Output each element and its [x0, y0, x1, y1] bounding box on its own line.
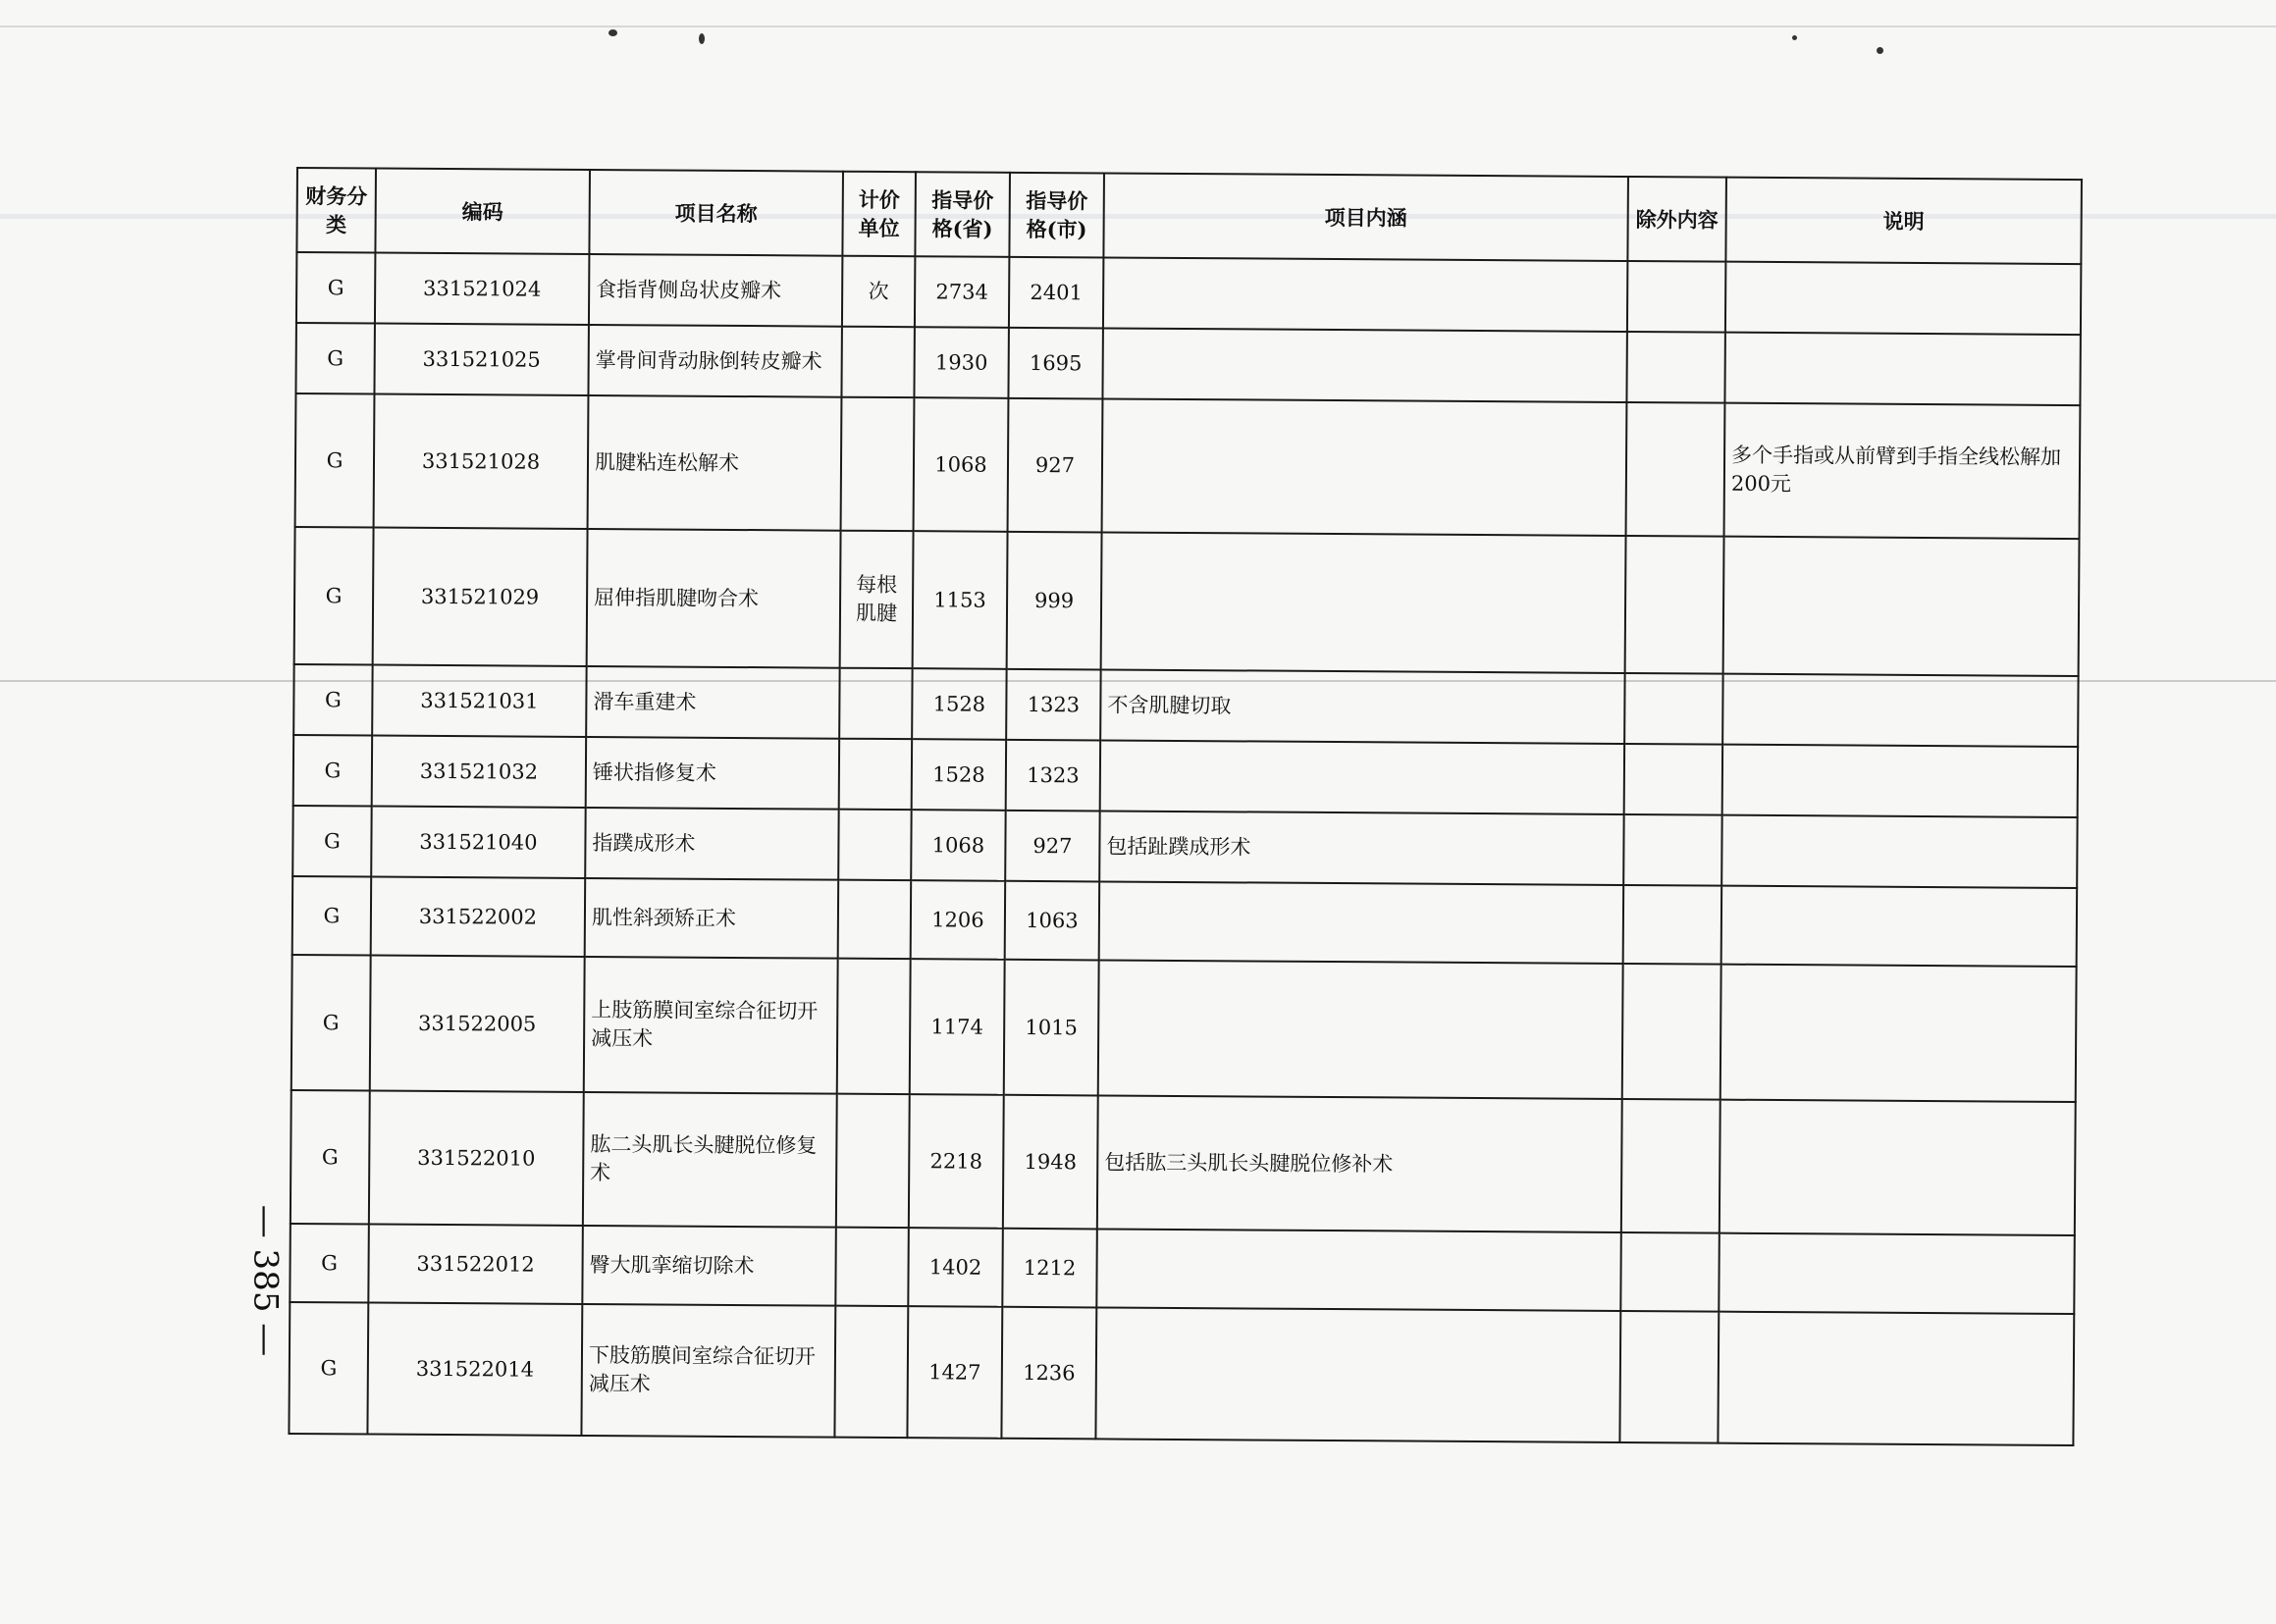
cell-unit	[838, 880, 912, 959]
cell-exclusion	[1626, 402, 1725, 537]
cell-name: 滑车重建术	[586, 666, 839, 739]
cell-price-city: 1323	[1006, 740, 1100, 812]
cell-price-city: 1212	[1002, 1229, 1097, 1308]
cell-unit	[834, 1306, 908, 1438]
cell-note	[1718, 1312, 2074, 1445]
cell-note	[1721, 886, 2078, 967]
cell-price-city: 1948	[1003, 1095, 1098, 1230]
cell-category: G	[294, 527, 374, 665]
table-row	[290, 1224, 2074, 1314]
cell-unit	[837, 959, 911, 1094]
cell-category: G	[293, 735, 372, 807]
cell-category: G	[295, 323, 374, 394]
cell-price-province: 1528	[912, 668, 1006, 740]
cell-name: 臀大肌挛缩切除术	[582, 1226, 836, 1306]
cell-exclusion	[1627, 261, 1725, 333]
cell-content	[1095, 1307, 1620, 1442]
cell-category: G	[290, 1224, 369, 1303]
table-row	[289, 1302, 2074, 1445]
header-category: 财务分类	[296, 168, 376, 253]
cell-price-province: 1153	[913, 531, 1008, 669]
cell-category: G	[291, 955, 371, 1091]
cell-note	[1722, 674, 2078, 747]
cell-price-city: 999	[1007, 532, 1102, 670]
cell-note	[1723, 537, 2080, 676]
cell-unit	[839, 668, 912, 739]
cell-price-province: 1068	[911, 810, 1005, 881]
table-row	[293, 735, 2078, 817]
cell-content: 不含肌腱切取	[1100, 669, 1624, 744]
cell-exclusion	[1625, 536, 1724, 674]
scan-speck	[1792, 35, 1797, 40]
cell-content	[1100, 740, 1624, 814]
cell-unit	[841, 397, 915, 531]
cell-content: 包括趾蹼成形术	[1099, 811, 1623, 885]
cell-category: G	[296, 252, 375, 324]
cell-price-city: 1015	[1004, 960, 1099, 1096]
cell-unit	[839, 739, 912, 810]
cell-exclusion	[1626, 332, 1724, 403]
cell-code: 331521029	[373, 528, 588, 666]
header-content: 项目内涵	[1103, 173, 1628, 261]
header-price-city: 指导价格(市)	[1009, 173, 1104, 258]
cell-content	[1098, 960, 1623, 1099]
table-row	[295, 323, 2080, 405]
table-row	[294, 527, 2080, 676]
cell-name: 肌性斜颈矫正术	[585, 878, 839, 959]
cell-category: G	[289, 1302, 368, 1435]
cell-price-province: 2218	[909, 1094, 1004, 1229]
table-row	[295, 393, 2081, 539]
cell-exclusion	[1623, 885, 1722, 965]
cell-code: 331522014	[367, 1303, 582, 1436]
cell-note	[1720, 965, 2077, 1102]
cell-code: 331521024	[375, 253, 589, 325]
cell-unit	[835, 1228, 909, 1306]
cell-code: 331521025	[374, 324, 588, 395]
cell-note	[1720, 1100, 2076, 1235]
cell-name: 指蹼成形术	[585, 808, 838, 880]
page-number	[236, 1197, 294, 1364]
cell-content	[1096, 1229, 1621, 1311]
cell-category: G	[292, 876, 372, 956]
scan-speck	[609, 29, 617, 36]
cell-name: 肱二头肌长头腱脱位修复术	[583, 1092, 837, 1228]
cell-price-city: 1236	[1001, 1307, 1096, 1440]
cell-note	[1722, 745, 2078, 817]
cell-price-province: 1174	[910, 959, 1005, 1095]
cell-category: G	[295, 393, 375, 528]
cell-category: G	[291, 1090, 370, 1225]
fee-table	[288, 167, 2083, 1446]
cell-price-province: 1206	[911, 880, 1006, 960]
header-exclusion: 除外内容	[1627, 177, 1726, 262]
header-code: 编码	[375, 169, 590, 254]
cell-code: 331521040	[371, 807, 585, 878]
cell-content: 包括肱三头肌长头腱脱位修补术	[1097, 1095, 1622, 1232]
cell-content	[1102, 398, 1627, 536]
cell-exclusion	[1621, 1099, 1720, 1233]
cell-name: 掌骨间背动脉倒转皮瓣术	[588, 325, 841, 397]
header-name: 项目名称	[589, 170, 843, 256]
header-unit: 计价单位	[842, 172, 916, 256]
header-note: 说明	[1725, 178, 2082, 264]
cell-content	[1102, 328, 1626, 402]
cell-price-province: 2734	[915, 256, 1009, 328]
cell-name: 食指背侧岛状皮瓣术	[589, 254, 842, 327]
cell-exclusion	[1624, 744, 1722, 815]
cell-note	[1721, 815, 2077, 888]
cell-name: 屈伸指肌腱吻合术	[587, 529, 841, 668]
cell-code: 331522002	[371, 877, 586, 957]
cell-price-city: 927	[1005, 811, 1099, 882]
cell-exclusion	[1623, 814, 1721, 886]
cell-code: 331522010	[369, 1091, 584, 1226]
cell-exclusion	[1620, 1232, 1720, 1312]
cell-price-city: 927	[1008, 398, 1103, 533]
cell-unit: 每根肌腱	[840, 531, 914, 668]
cell-code: 331521032	[372, 736, 586, 808]
cell-unit	[836, 1094, 910, 1228]
cell-name: 上肢筋膜间室综合征切开减压术	[584, 957, 838, 1094]
cell-name: 下肢筋膜间室综合征切开减压术	[581, 1304, 835, 1438]
cell-exclusion	[1619, 1311, 1719, 1443]
cell-price-province: 1528	[912, 739, 1006, 811]
cell-price-province: 1930	[914, 327, 1008, 398]
cell-price-province: 1402	[908, 1228, 1003, 1307]
cell-code: 331521028	[374, 394, 589, 529]
cell-note	[1725, 262, 2081, 335]
cell-code: 331521031	[372, 665, 586, 737]
cell-price-city: 2401	[1009, 257, 1103, 329]
table-row	[292, 806, 2077, 888]
table-row	[292, 876, 2077, 967]
cell-name: 肌腱粘连松解术	[588, 395, 842, 531]
cell-category: G	[293, 664, 372, 736]
cell-code: 331522005	[370, 956, 585, 1092]
cell-exclusion	[1624, 673, 1722, 745]
cell-name: 锤状指修复术	[586, 737, 839, 810]
cell-exclusion	[1622, 964, 1721, 1100]
cell-note	[1724, 333, 2080, 405]
cell-unit: 次	[842, 256, 915, 327]
table-row	[291, 955, 2077, 1102]
cell-content	[1099, 881, 1624, 964]
table-row	[293, 664, 2078, 747]
cell-price-province: 1427	[907, 1306, 1002, 1439]
scan-speck	[699, 33, 705, 44]
cell-unit	[841, 327, 914, 397]
cell-price-province: 1068	[914, 397, 1009, 532]
scan-speck	[1877, 47, 1883, 54]
cell-content	[1101, 532, 1626, 673]
cell-unit	[838, 810, 911, 880]
header-row	[296, 168, 2082, 264]
cell-category: G	[292, 806, 371, 877]
cell-note	[1719, 1233, 2075, 1314]
cell-price-city: 1323	[1006, 669, 1100, 741]
table-row	[291, 1090, 2076, 1235]
header-price-province: 指导价格(省)	[915, 172, 1010, 257]
cell-code: 331522012	[368, 1225, 583, 1304]
cell-content	[1103, 257, 1627, 332]
cell-price-city: 1695	[1008, 328, 1102, 399]
cell-note: 多个手指或从前臂到手指全线松解加200元	[1724, 403, 2081, 539]
scan-edge-line	[0, 26, 2276, 27]
cell-price-city: 1063	[1005, 881, 1100, 961]
page-number-text: — 385 —	[245, 1204, 286, 1357]
table-row	[296, 252, 2081, 335]
